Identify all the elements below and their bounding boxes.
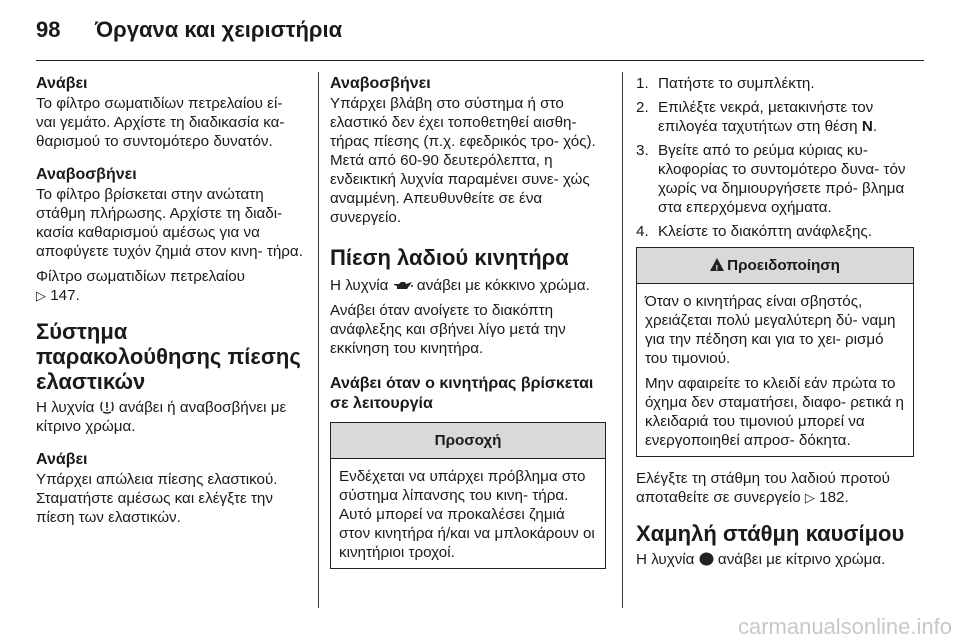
- step-text: Πατήστε το συμπλέκτη.: [658, 75, 815, 92]
- step-number: 4.: [636, 223, 649, 240]
- column-divider-2: [622, 72, 623, 608]
- heading-engine-running: Ανάβει όταν ο κινητήρας βρίσκεται σε λειτουργία: [330, 375, 594, 412]
- oil-text-a: Η λυχνία: [330, 277, 389, 294]
- column-1: [36, 74, 306, 527]
- check-oil-label: Ελέγξτε τη στάθμη του λαδιού προτού αποταθείτε σε συνεργείο: [636, 470, 890, 506]
- heading-lights-up-1: Ανάβει: [36, 75, 88, 92]
- list-item: [636, 141, 914, 217]
- fuel-pump-icon: [699, 552, 714, 566]
- tyre-text-b: ανάβει ή αναβοσβήνει με κίτρινο χρώμα.: [36, 399, 287, 435]
- oil-text-b: ανάβει με κόκκινο χρώμα.: [416, 277, 590, 294]
- xref-page-147: 147.: [50, 287, 80, 304]
- step-number: 2.: [636, 99, 649, 116]
- text-tyre-loss: Υπάρχει απώλεια πίεσης ελαστικού. Σταματήστε αμέσως και ελέγξτε την πίεση των ελαστικών.: [36, 471, 278, 526]
- step-text: Βγείτε από το ρεύμα κύριας κυ- κλοφορίας το συντομότερο δυνα- τόν χωρίς να δημιουργήσετε πρό- βλημα στα επερχόμενα οχήματα.: [658, 142, 906, 216]
- tyre-text-a: Η λυχνία: [36, 399, 95, 416]
- text-oil-normal: Ανάβει όταν ανοίγετε το διακόπτη ανάφλεξης και σβήνει λίγο μετά την εκκίνηση του κινητήρα.: [330, 302, 566, 357]
- caution-title: Προσοχή: [331, 423, 605, 459]
- page-number: 98: [36, 17, 61, 42]
- watermark: [620, 612, 960, 642]
- warning-title: Προειδοποίηση: [727, 257, 840, 274]
- heading-tyre-pressure: Σύστημα παρακολούθησης πίεσης ελαστικών: [36, 319, 301, 394]
- column-divider-1: [318, 72, 319, 608]
- caution-text: Ενδέχεται να υπάρχει πρόβλημα στο σύστημα λίπανσης του κινη- τήρα. Αυτό μπορεί να προκαλέσει ζημιά στον κινητήρα ή/και να μπλοκάρουν οι κινητήριοι τροχοί.: [339, 468, 595, 561]
- step-number: 3.: [636, 142, 649, 159]
- warning-body: [637, 284, 913, 456]
- fuel-text-b: ανάβει με κίτρινο χρώμα.: [717, 551, 886, 568]
- header-rule: [36, 60, 924, 61]
- text-fuel-lamp: [636, 550, 914, 569]
- warning-text-2: Μην αφαιρείτε το κλειδί εάν πρώτα το όχημα δεν σταματήσει, διαφο- ρετικά η κλειδαριά του τιμονιού μπορεί να ενεργοποιηθεί απροσ- δόκητα.: [645, 375, 904, 449]
- warning-box: [636, 247, 914, 457]
- step-number: 1.: [636, 75, 649, 92]
- xref-link-147[interactable]: [36, 287, 80, 304]
- heading-lights-up-2: Ανάβει: [36, 451, 88, 468]
- list-item: [636, 74, 914, 93]
- text-oil-lamp: [330, 276, 606, 295]
- triangle-right-icon: ▷: [36, 288, 46, 303]
- heading-flashes-1: Αναβοσβήνει: [36, 166, 137, 183]
- triangle-right-icon: ▷: [804, 490, 815, 505]
- text-tyre-fault: Υπάρχει βλάβη στο σύστημα ή στο ελαστικό δεν έχει τοποθετηθεί αισθη- τήρας πίεσης (π.χ. εφεδρικός τρο- χός). Μετά από 60-90 δευτερόλεπτα, η ενδεικτική λυχνία παραμένει συνε- χώς αναμμένη. Απευθυνθείτε σε ένα συνεργείο.: [330, 95, 596, 226]
- watermark-text: carmanualsonline.info: [737, 614, 952, 639]
- fuel-text-a: Η λυχνία: [636, 551, 695, 568]
- heading-oil-pressure: Πίεση λαδιού κινητήρα: [330, 245, 569, 270]
- tyre-pressure-icon: [99, 399, 115, 414]
- warning-text-1: Όταν ο κινητήρας είναι σβηστός, χρειάζεται πολύ μεγαλύτερη δύ- ναμη για την πέδηση και για το χει- ρισμό του τιμονιού.: [645, 293, 896, 367]
- column-3: [636, 74, 914, 569]
- oil-can-icon: [393, 280, 413, 292]
- column-2: [330, 74, 606, 569]
- text-filter-max: Το φίλτρο βρίσκεται στην ανώτατη στάθμη πλήρωσης. Αρχίστε τη διαδι- κασία καθαρισμού αμέσως για να αποφύγετε τυχόν ζημιά στον κινη- τήρα.: [36, 186, 303, 260]
- filter-ref-label: Φίλτρο σωματιδίων πετρελαίου: [36, 268, 245, 285]
- text-filter-reference: [36, 267, 306, 305]
- step-text: Κλείστε το διακόπτη ανάφλεξης.: [658, 223, 872, 240]
- list-item: [636, 222, 914, 241]
- text-filter-full: Το φίλτρο σωματιδίων πετρελαίου εί- ναι γεμάτο. Αρχίστε τη διαδικασία κα- θαρισμού το συντομότερο δυνατόν.: [36, 95, 285, 150]
- step-text: Επιλέξτε νεκρά, μετακινήστε τον επιλογέα ταχυτήτων στη θέση: [658, 99, 874, 135]
- xref-page-182: 182.: [819, 489, 849, 506]
- xref-link-182[interactable]: [805, 489, 849, 506]
- heading-low-fuel: Χαμηλή στάθμη καυσίμου: [636, 521, 905, 546]
- chapter-title: Όργανα και χειριστήρια: [95, 17, 343, 42]
- warning-header: [637, 248, 913, 284]
- step-tail: .: [872, 118, 878, 135]
- page-header: [0, 0, 960, 56]
- text-tyre-lamp: [36, 398, 306, 436]
- caution-box: [330, 422, 606, 569]
- warning-triangle-icon: [710, 258, 724, 271]
- step-bold: N: [861, 118, 873, 135]
- list-item: [636, 98, 914, 136]
- text-check-oil: [636, 469, 914, 507]
- heading-flashes-2: Αναβοσβήνει: [330, 75, 431, 92]
- steps-list: [636, 74, 914, 241]
